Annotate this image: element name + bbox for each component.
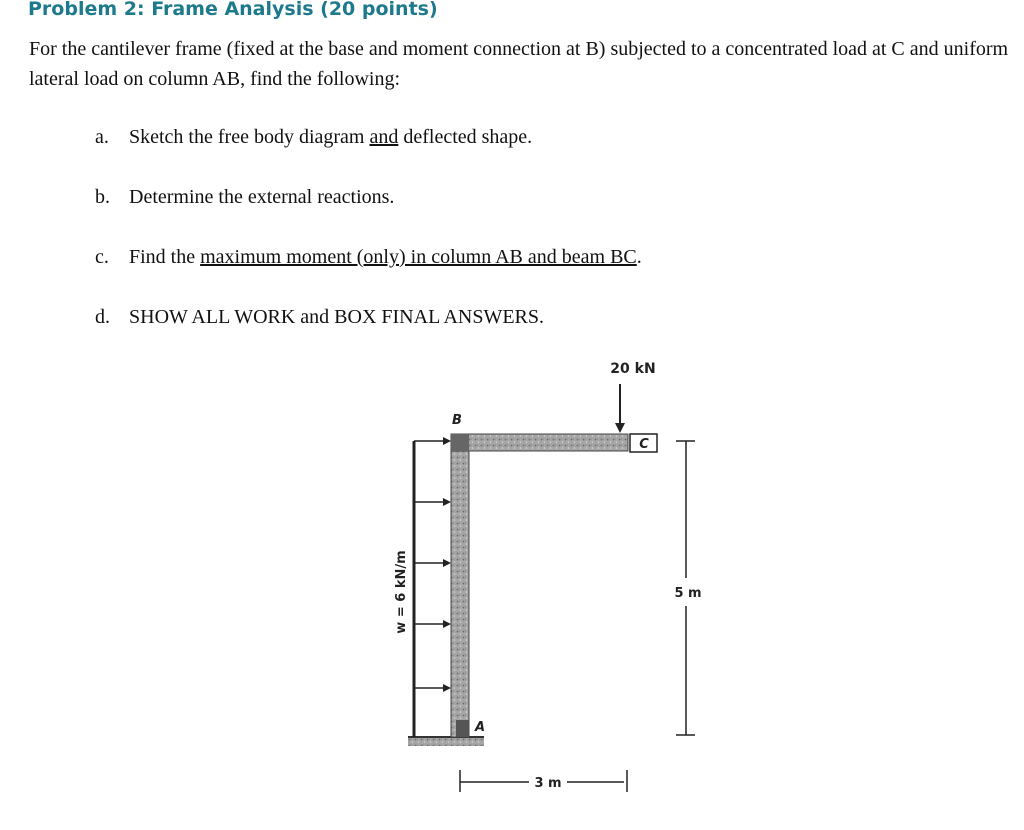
problem-intro: For the cantilever frame (fixed at the base and moment connection at B) subjected to a concentrated load at C and uniform lateral load on column AB, find the following:	[29, 38, 1009, 90]
task-c-text-before: Find the	[129, 246, 201, 268]
task-d-marker: d.	[95, 306, 110, 328]
problem-title: Problem 2: Frame Analysis (20 points)	[28, 0, 438, 20]
task-a-text-after: deflected shape.	[398, 126, 533, 148]
task-c-text-after: .	[636, 246, 642, 268]
column-base-block	[456, 720, 469, 737]
beam-bc	[451, 434, 628, 451]
width-dimension-label: 3 m	[534, 776, 562, 791]
joint-b	[451, 434, 469, 451]
label-b: B	[452, 413, 462, 428]
task-c-underlined: maximum moment (only) in column AB and beam BC	[200, 246, 637, 268]
fixed-support	[408, 737, 484, 746]
distributed-load-arrows	[414, 437, 451, 692]
task-b-marker: b.	[95, 186, 110, 208]
height-dimension-label: 5 m	[674, 586, 702, 601]
label-c: C	[639, 437, 649, 452]
task-b-text: Determine the external reactions.	[129, 186, 395, 208]
point-load-arrowhead	[615, 423, 625, 433]
task-a-underlined: and	[369, 126, 399, 148]
task-c-marker: c.	[95, 246, 109, 268]
task-a-marker: a.	[95, 126, 109, 148]
point-load-label: 20 kN	[610, 361, 656, 377]
task-d-text: SHOW ALL WORK and BOX FINAL ANSWERS.	[129, 306, 545, 328]
label-a: A	[474, 720, 486, 735]
task-a-text-before: Sketch the free body diagram	[129, 126, 370, 148]
distributed-load-label: w = 6 kN/m	[394, 550, 409, 634]
column-ab	[451, 434, 469, 737]
